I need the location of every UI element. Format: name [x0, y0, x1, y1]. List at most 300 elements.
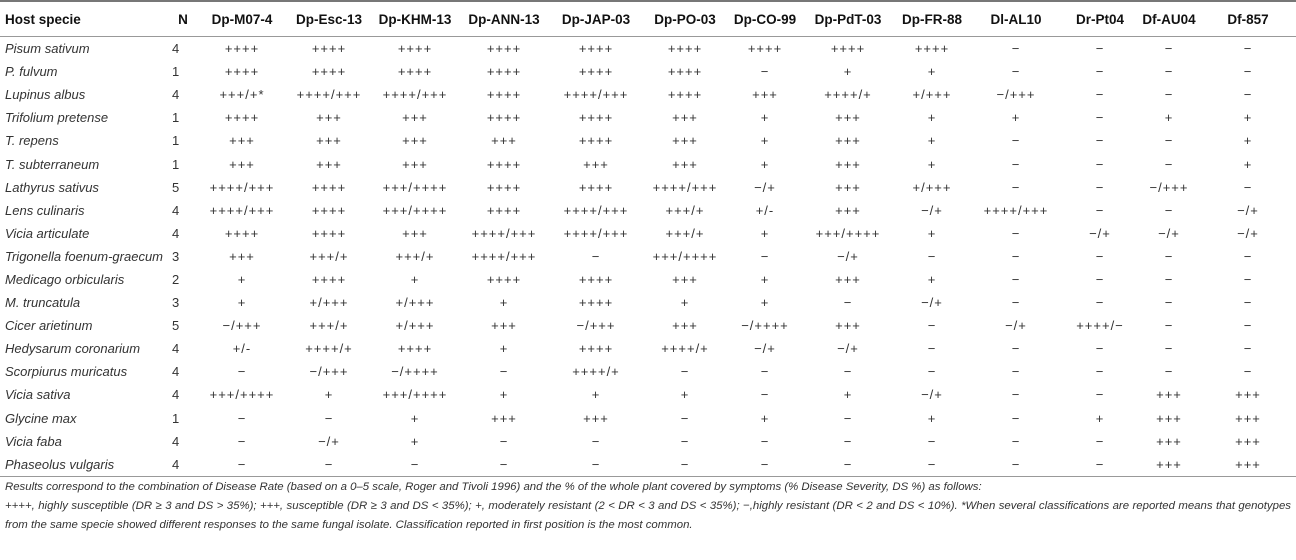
reaction-cell: −: [286, 453, 372, 477]
reaction-cell: −: [1095, 433, 1105, 449]
reaction-cell: +: [1095, 410, 1105, 426]
reaction-cell: −: [1095, 248, 1105, 264]
reaction-cell: ++++: [224, 225, 260, 241]
reaction-cell: +: [499, 387, 509, 403]
reaction-cell: ++++/+++: [296, 87, 362, 103]
reaction-cell: −: [1164, 64, 1174, 80]
reaction-cell: +++: [672, 133, 698, 149]
n-cell: 4: [172, 41, 180, 57]
reaction-cell: +: [843, 64, 853, 80]
reaction-cell: +++/+: [309, 318, 349, 334]
reaction-cell: −: [843, 364, 853, 380]
host-specie-cell: Lathyrus sativus: [5, 179, 99, 195]
reaction-cell: +: [499, 341, 509, 357]
reaction-cell: −: [237, 364, 247, 380]
reaction-cell: −: [760, 387, 770, 403]
reaction-cell: −: [499, 364, 509, 380]
reaction-cell: +++/+: [665, 225, 705, 241]
reaction-cell: −: [927, 341, 937, 357]
reaction-cell: ++++/+++: [563, 87, 629, 103]
host-specie-cell: T. repens: [5, 133, 59, 149]
n-cell: 2: [172, 271, 180, 287]
reaction-cell: −: [1243, 41, 1253, 57]
header-host-specie: Host specie: [0, 1, 168, 37]
reaction-cell: −: [680, 364, 690, 380]
reaction-cell: +: [680, 295, 690, 311]
reaction-cell: ++++/+++: [563, 225, 629, 241]
reaction-cell: +++: [229, 133, 255, 149]
reaction-cell: +: [927, 225, 937, 241]
reaction-cell: −/+: [318, 433, 340, 449]
host-specie-cell: Pisum sativum: [5, 41, 90, 57]
reaction-cell: +++/++++: [382, 387, 448, 403]
table-row: [0, 199, 1296, 222]
reaction-cell: ++++/+: [572, 364, 620, 380]
table-row: [0, 383, 1296, 406]
reaction-cell: +++: [402, 133, 428, 149]
reaction-cell: ++++: [486, 271, 522, 287]
reaction-cell: −: [458, 453, 550, 477]
reaction-cell: −: [1011, 41, 1021, 57]
reaction-cell: +: [1164, 110, 1174, 126]
reaction-cell: ++++: [578, 64, 614, 80]
reaction-cell: +++/+: [395, 248, 435, 264]
reaction-cell: ++++: [397, 64, 433, 80]
reaction-cell: −: [1243, 87, 1253, 103]
reaction-cell: −: [1243, 341, 1253, 357]
reaction-cell: ++++/+++: [382, 87, 448, 103]
reaction-cell: +: [760, 110, 770, 126]
n-cell: 4: [168, 453, 198, 477]
header-isolate: Dp-CO-99: [728, 1, 802, 37]
reaction-cell: −: [1243, 64, 1253, 80]
reaction-cell: ++++: [224, 64, 260, 80]
n-cell: 1: [172, 64, 180, 80]
reaction-cell: +++: [1235, 433, 1261, 449]
host-specie-cell: Cicer arietinum: [5, 318, 93, 334]
n-cell: 4: [172, 341, 180, 357]
reaction-cell: +++: [402, 156, 428, 172]
reaction-cell: +: [760, 271, 770, 287]
reaction-cell: ++++: [486, 64, 522, 80]
reaction-cell: +++: [316, 110, 342, 126]
reaction-cell: −: [1095, 87, 1105, 103]
reaction-cell: −: [1095, 202, 1105, 218]
reaction-cell: −: [1011, 248, 1021, 264]
reaction-cell: +: [843, 387, 853, 403]
reaction-cell: +/-: [232, 341, 252, 357]
reaction-cell: −: [1164, 271, 1174, 287]
reaction-cell: +++: [229, 156, 255, 172]
reaction-cell: ++++: [578, 179, 614, 195]
host-specie-cell: Trifolium pretense: [5, 110, 109, 126]
reaction-cell: −: [1243, 271, 1253, 287]
reaction-cell: −/+++: [996, 87, 1036, 103]
reaction-cell: ++++/+: [824, 87, 872, 103]
host-specie-cell: Scorpiurus muricatus: [5, 364, 128, 380]
reaction-cell: −: [591, 248, 601, 264]
reaction-cell: −: [1164, 318, 1174, 334]
reaction-cell: −: [1243, 364, 1253, 380]
header-isolate: Dp-M07-4: [198, 1, 286, 37]
reaction-cell: ++++: [486, 110, 522, 126]
reaction-cell: −: [927, 433, 937, 449]
reaction-cell: +++: [672, 110, 698, 126]
reaction-cell: −: [680, 433, 690, 449]
table-row: [0, 37, 1296, 61]
reaction-cell: −/+: [754, 179, 776, 195]
reaction-cell: ++++/+++: [471, 248, 537, 264]
header-isolate: Df-AU04: [1138, 1, 1200, 37]
n-cell: 3: [172, 248, 180, 264]
reaction-cell: −: [499, 433, 509, 449]
reaction-cell: +: [760, 225, 770, 241]
reaction-cell: ++++: [486, 202, 522, 218]
n-cell: 5: [172, 179, 180, 195]
table-row: [0, 430, 1296, 453]
reaction-cell: ++++: [578, 41, 614, 57]
reaction-cell: −: [1011, 364, 1021, 380]
reaction-cell: −: [642, 453, 728, 477]
reaction-cell: +++: [672, 318, 698, 334]
reaction-cell: +: [760, 295, 770, 311]
header-isolate: Dr-Pt04: [1062, 1, 1138, 37]
reaction-cell: −: [1095, 341, 1105, 357]
reaction-cell: −/+: [921, 295, 943, 311]
reaction-cell: +++/++++: [209, 387, 275, 403]
header-isolate: Dp-FR-88: [894, 1, 970, 37]
reaction-cell: +/+++: [395, 318, 435, 334]
reaction-cell: +/+++: [912, 87, 952, 103]
reaction-cell: ++++: [578, 295, 614, 311]
reaction-cell: ++++: [667, 64, 703, 80]
reaction-cell: −: [372, 453, 458, 477]
reaction-cell: −: [1164, 87, 1174, 103]
reaction-cell: −/+++: [1149, 179, 1189, 195]
reaction-cell: ++++/+: [305, 341, 353, 357]
reaction-cell: −: [1011, 156, 1021, 172]
reaction-cell: −: [1164, 248, 1174, 264]
reaction-cell: +: [927, 410, 937, 426]
reaction-cell: −: [843, 295, 853, 311]
reaction-cell: +: [1243, 156, 1253, 172]
reaction-cell: ++++: [397, 41, 433, 57]
reaction-cell: ++++: [311, 41, 347, 57]
reaction-cell: ++++: [578, 271, 614, 287]
reaction-cell: +: [927, 156, 937, 172]
reaction-cell: ++++/+++: [209, 202, 275, 218]
reaction-cell: +++/+*: [219, 87, 265, 103]
footnote-line-2: ++++, highly susceptible (DR ≥ 3 and DS > 35%); +++, susceptible (DR ≥ 3 and DS < 35%); +, moderately resistant (2 < DR < 3 and DS < 35%); −,highly resistant (DR < 2 and DS < 10%). *When several classifications are reported means that genotypes from the same specie showed different responses to the same fungal isolate. Classification reported in first position is the most common.: [5, 500, 1291, 531]
reaction-cell: +++: [672, 156, 698, 172]
table-row: [0, 314, 1296, 337]
reaction-cell: ++++: [747, 41, 783, 57]
reaction-cell: −: [1095, 364, 1105, 380]
reaction-cell: ++++/+++: [563, 202, 629, 218]
host-specie-cell: Medicago orbicularis: [5, 271, 125, 287]
reaction-cell: −: [237, 433, 247, 449]
reaction-cell: −: [760, 364, 770, 380]
header-row: [0, 1, 1296, 37]
reaction-cell: −: [927, 318, 937, 334]
n-cell: 1: [172, 410, 180, 426]
reaction-cell: +++: [316, 156, 342, 172]
reaction-cell: −: [760, 248, 770, 264]
reaction-cell: +++: [672, 271, 698, 287]
host-specie-cell: Phaseolus vulgaris: [0, 453, 168, 477]
reaction-cell: −: [843, 410, 853, 426]
reaction-cell: +: [591, 387, 601, 403]
reaction-cell: ++++: [311, 271, 347, 287]
reaction-cell: −: [1164, 41, 1174, 57]
reaction-cell: +++: [752, 87, 778, 103]
reaction-cell: ++++: [311, 225, 347, 241]
n-cell: 4: [172, 87, 180, 103]
reaction-cell: +++: [402, 225, 428, 241]
table-row: [0, 453, 1296, 477]
reaction-cell: +/-: [755, 202, 775, 218]
reaction-cell: −: [970, 453, 1062, 477]
reaction-cell: −: [198, 453, 286, 477]
reaction-cell: −: [1095, 133, 1105, 149]
reaction-cell: −: [760, 64, 770, 80]
reaction-cell: +++: [835, 179, 861, 195]
reaction-cell: −: [1164, 156, 1174, 172]
reaction-cell: −: [1062, 453, 1138, 477]
reaction-cell: +++: [1156, 387, 1182, 403]
reaction-cell: −: [1243, 318, 1253, 334]
table-row: [0, 176, 1296, 199]
host-specie-cell: Glycine max: [5, 410, 77, 426]
reaction-cell: +: [680, 387, 690, 403]
host-specie-cell: Hedysarum coronarium: [5, 341, 141, 357]
reaction-cell: +++/++++: [652, 248, 718, 264]
header-isolate: Df-857: [1200, 1, 1296, 37]
reaction-cell: −: [1011, 295, 1021, 311]
n-cell: 4: [172, 225, 180, 241]
reaction-cell: −/+: [1237, 202, 1259, 218]
reaction-cell: −/++++: [391, 364, 439, 380]
reaction-cell: −: [927, 248, 937, 264]
reaction-cell: −: [1164, 341, 1174, 357]
reaction-cell: +: [237, 271, 247, 287]
reaction-cell: +++: [1235, 410, 1261, 426]
reaction-cell: −: [1243, 248, 1253, 264]
table-row: [0, 407, 1296, 430]
reaction-cell: −: [802, 453, 894, 477]
header-isolate: Dp-PO-03: [642, 1, 728, 37]
reaction-cell: −: [1011, 225, 1021, 241]
reaction-cell: +++: [583, 156, 609, 172]
reaction-cell: −: [1011, 133, 1021, 149]
reaction-cell: ++++/+++: [209, 179, 275, 195]
host-specie-cell: Lupinus albus: [5, 87, 86, 103]
table-row: [0, 152, 1296, 175]
reaction-cell: −: [1095, 387, 1105, 403]
reaction-cell: −/+++: [309, 364, 349, 380]
reaction-cell: ++++/+++: [652, 179, 718, 195]
reaction-cell: +: [927, 64, 937, 80]
reaction-cell: ++++: [486, 41, 522, 57]
reaction-cell: ++++: [914, 41, 950, 57]
reaction-cell: +/+++: [309, 295, 349, 311]
reaction-cell: −: [1243, 295, 1253, 311]
reaction-cell: ++++: [397, 341, 433, 357]
reaction-cell: ++++: [311, 64, 347, 80]
reaction-cell: ++++/+++: [983, 202, 1049, 218]
reaction-cell: −/++++: [741, 318, 789, 334]
host-specie-cell: P. fulvum: [5, 64, 58, 80]
n-cell: 5: [172, 318, 180, 334]
reaction-cell: −: [591, 433, 601, 449]
reaction-cell: ++++: [311, 179, 347, 195]
reaction-cell: +++: [835, 318, 861, 334]
reaction-cell: −/+: [1237, 225, 1259, 241]
reaction-cell: −: [1095, 179, 1105, 195]
n-cell: 1: [172, 156, 180, 172]
reaction-cell: −: [1095, 295, 1105, 311]
reaction-cell: −: [1011, 433, 1021, 449]
reaction-cell: +++: [402, 110, 428, 126]
reaction-cell: −: [1011, 387, 1021, 403]
table-row: [0, 222, 1296, 245]
reaction-cell: −: [1011, 341, 1021, 357]
reaction-cell: ++++: [578, 110, 614, 126]
table-row: [0, 106, 1296, 129]
reaction-cell: −: [1095, 156, 1105, 172]
table-row: [0, 60, 1296, 83]
reaction-cell: +++: [316, 133, 342, 149]
reaction-cell: +++: [229, 248, 255, 264]
host-specie-cell: Vicia sativa: [5, 387, 71, 403]
reaction-cell: +++: [1156, 433, 1182, 449]
n-cell: 1: [172, 133, 180, 149]
reaction-cell: −/+: [921, 202, 943, 218]
reaction-cell: +: [760, 133, 770, 149]
footnote-line-1: Results correspond to the combination of Disease Rate (based on a 0–5 scale, Roger and Tivoli 1996) and the % of the whole plant covered by symptoms (% Disease Severity, DS %) as follows:: [5, 481, 982, 493]
reaction-cell: +: [927, 110, 937, 126]
reaction-cell: +/+++: [395, 295, 435, 311]
table-footnote: [5, 478, 1291, 535]
table-row: [0, 291, 1296, 314]
reaction-cell: −: [1243, 179, 1253, 195]
reaction-cell: −/+: [837, 248, 859, 264]
table-row: [0, 129, 1296, 152]
table-row: [0, 83, 1296, 106]
reaction-cell: ++++: [486, 179, 522, 195]
reaction-cell: +: [927, 271, 937, 287]
reaction-cell: ++++: [311, 202, 347, 218]
reaction-cell: +/+++: [912, 179, 952, 195]
table-body: [0, 37, 1296, 477]
reaction-cell: −: [760, 433, 770, 449]
header-n: N: [168, 1, 198, 37]
reaction-cell: +: [760, 156, 770, 172]
reaction-cell: +++: [1156, 410, 1182, 426]
header-isolate: Dp-ANN-13: [458, 1, 550, 37]
reaction-cell: −: [1164, 202, 1174, 218]
host-specie-cell: Vicia articulate: [5, 225, 90, 241]
reaction-cell: ++++: [486, 156, 522, 172]
reaction-cell: +: [1243, 110, 1253, 126]
reaction-cell: −/+: [837, 341, 859, 357]
host-specie-cell: M. truncatula: [5, 295, 81, 311]
reaction-cell: +++/++++: [815, 225, 881, 241]
reaction-cell: +++: [835, 202, 861, 218]
reaction-cell: ++++: [578, 133, 614, 149]
reaction-cell: +: [1243, 133, 1253, 149]
reaction-cell: −/+++: [222, 318, 262, 334]
reaction-cell: +++: [1200, 453, 1296, 477]
reaction-cell: +: [410, 410, 420, 426]
reaction-cell: +++/++++: [382, 179, 448, 195]
reaction-cell: +: [410, 433, 420, 449]
reaction-cell: ++++/+++: [471, 225, 537, 241]
reaction-cell: +: [410, 271, 420, 287]
reaction-cell: +++: [1235, 387, 1261, 403]
reaction-cell: −: [550, 453, 642, 477]
reaction-cell: +++: [491, 133, 517, 149]
reaction-cell: −/+: [1158, 225, 1180, 241]
reaction-cell: −: [1011, 179, 1021, 195]
n-cell: 1: [172, 110, 180, 126]
reaction-cell: −: [1011, 271, 1021, 287]
reaction-cell: −: [1164, 364, 1174, 380]
reaction-cell: +: [324, 387, 334, 403]
host-specie-cell: Lens culinaris: [5, 202, 85, 218]
reaction-cell: −: [843, 433, 853, 449]
table-row: [0, 245, 1296, 268]
header-isolate: Dp-PdT-03: [802, 1, 894, 37]
reaction-cell: ++++: [667, 41, 703, 57]
reaction-cell: ++++/+: [661, 341, 709, 357]
reaction-cell: −/+: [754, 341, 776, 357]
reaction-cell: +++: [1138, 453, 1200, 477]
reaction-cell: −/+: [1005, 318, 1027, 334]
reaction-cell: −: [1095, 41, 1105, 57]
reaction-cell: −: [1011, 64, 1021, 80]
reaction-cell: −/+++: [576, 318, 616, 334]
n-cell: 4: [172, 364, 180, 380]
reaction-cell: −: [1011, 410, 1021, 426]
reaction-cell: −: [1164, 295, 1174, 311]
reaction-cell: +: [237, 295, 247, 311]
reaction-cell: −: [324, 410, 334, 426]
n-cell: 3: [172, 295, 180, 311]
header-isolate: Dl-AL10: [970, 1, 1062, 37]
reaction-cell: +++/+: [309, 248, 349, 264]
reaction-cell: −: [894, 453, 970, 477]
n-cell: 4: [172, 202, 180, 218]
reaction-cell: ++++/−: [1076, 318, 1124, 334]
reaction-cell: +++: [835, 271, 861, 287]
host-specie-cell: Trigonella foenum-graecum: [5, 248, 163, 264]
reaction-cell: −: [1095, 110, 1105, 126]
header-isolate: Dp-Esc-13: [286, 1, 372, 37]
header-isolate: Dp-KHM-13: [372, 1, 458, 37]
reaction-cell: +++: [835, 110, 861, 126]
reaction-cell: +++: [491, 318, 517, 334]
reaction-cell: −: [1095, 271, 1105, 287]
reaction-cell: ++++: [224, 41, 260, 57]
reaction-cell: +: [1011, 110, 1021, 126]
reaction-cell: −: [1164, 133, 1174, 149]
reaction-cell: ++++: [578, 341, 614, 357]
reaction-cell: −/+: [1089, 225, 1111, 241]
n-cell: 4: [172, 387, 180, 403]
header-isolate: Dp-JAP-03: [550, 1, 642, 37]
reaction-cell: ++++: [224, 110, 260, 126]
